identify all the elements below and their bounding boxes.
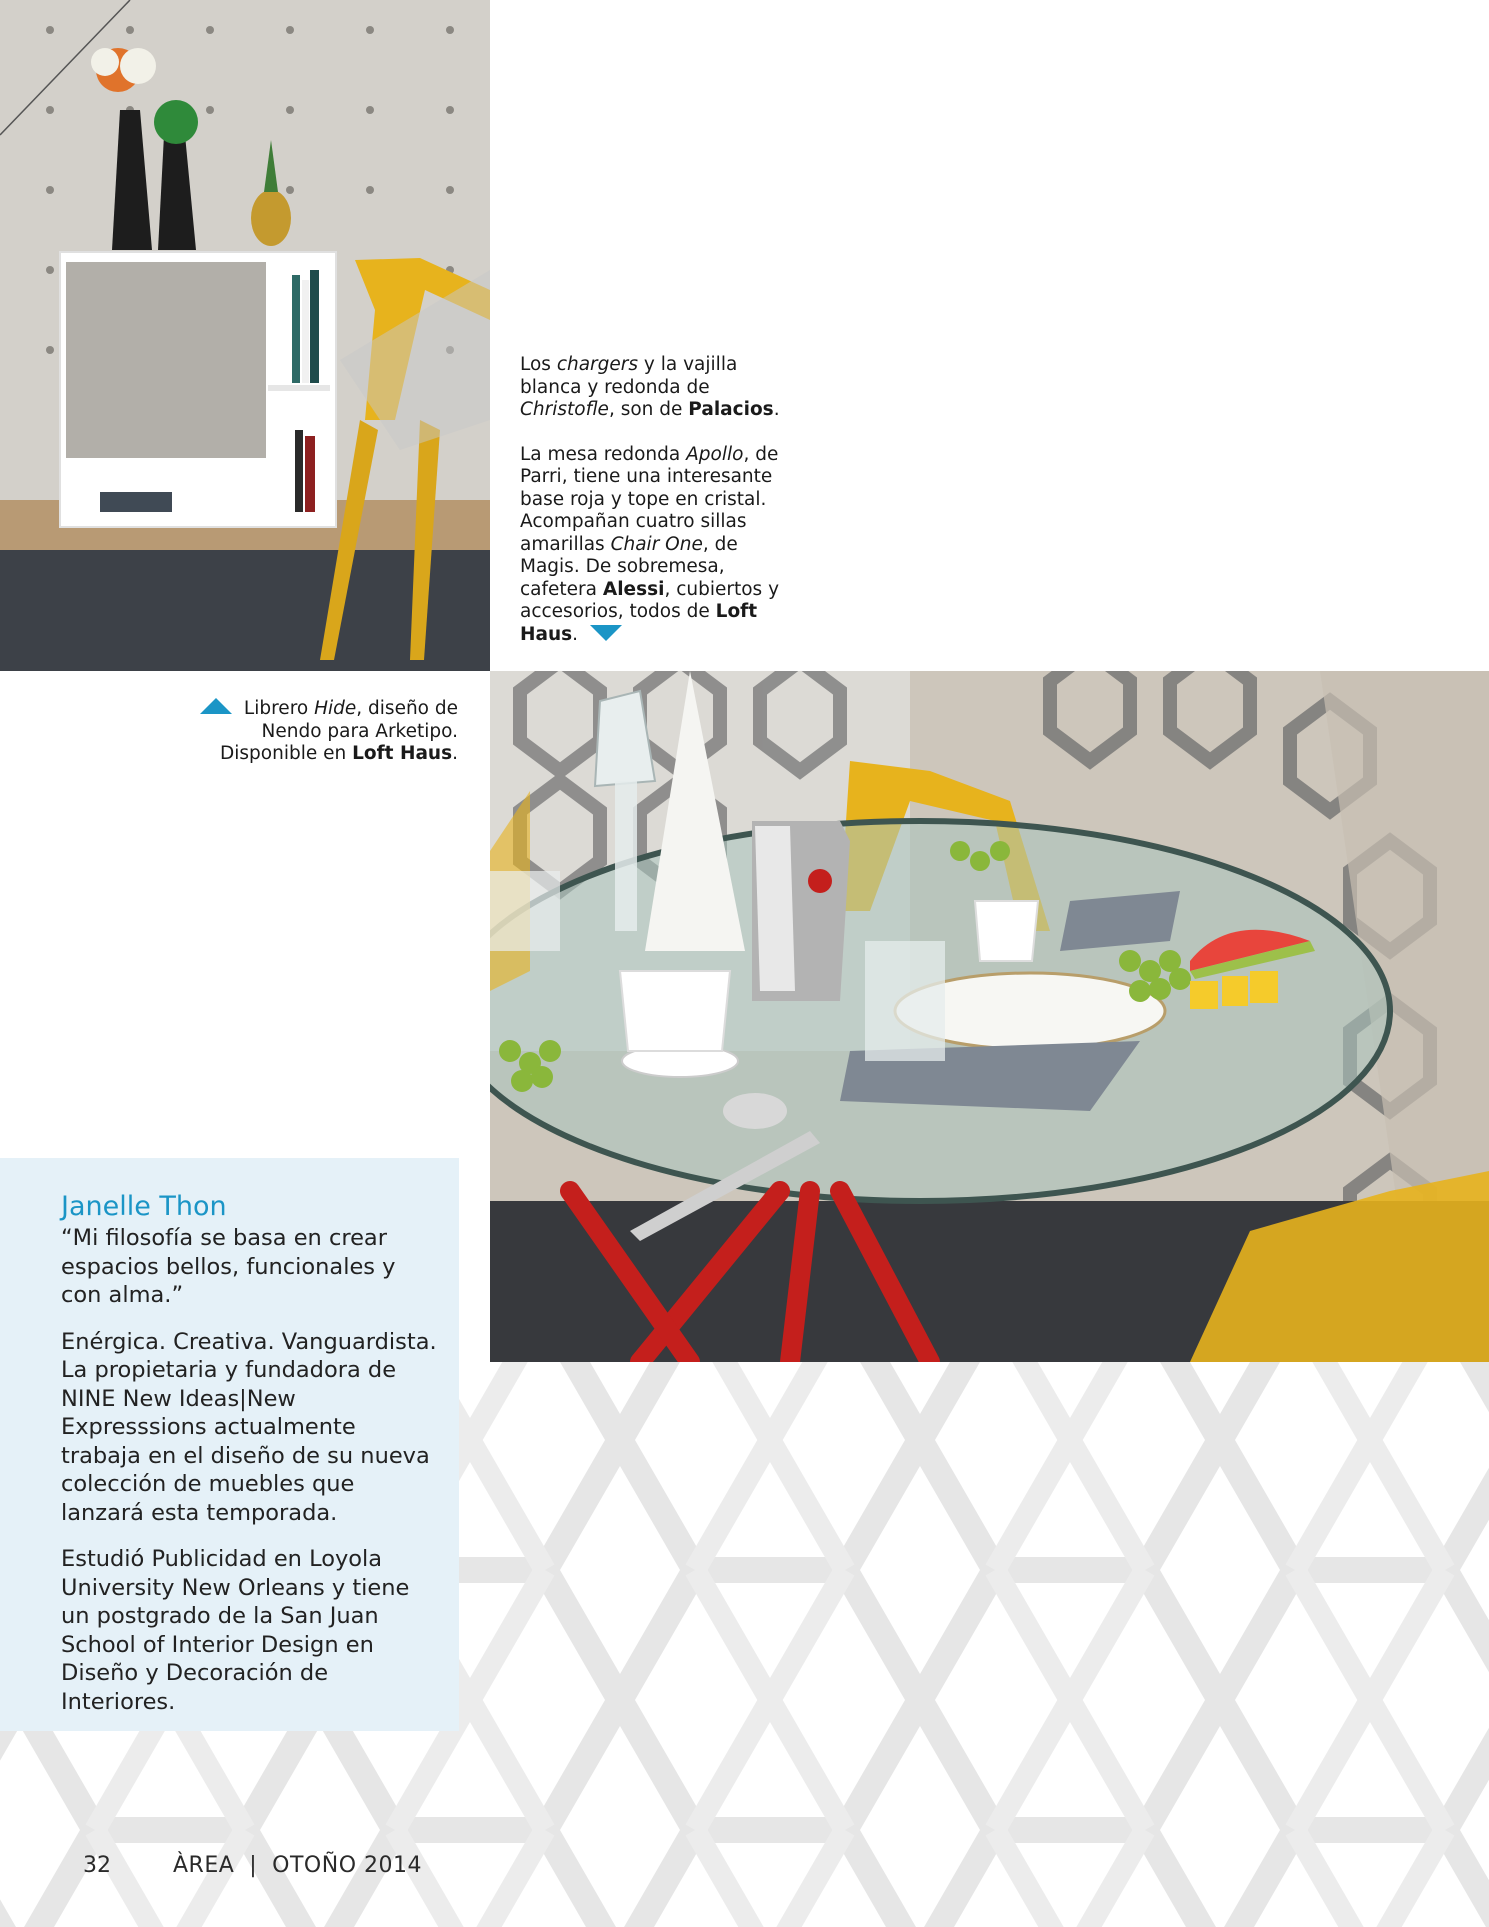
shelf-photo <box>0 0 490 671</box>
shelf-caption-paragraph: Librero Hide, diseño de Nendo para Arketipo. Disponible en Loft Haus. <box>190 698 458 766</box>
pointer-up-icon <box>200 698 232 714</box>
designer-profile-box <box>0 1158 459 1731</box>
page-number: 32 <box>83 1853 111 1878</box>
table-caption-paragraph-1: Los chargers y la vajilla blanca y redonda de Christofle, son de Palacios. <box>520 354 780 420</box>
dining-table-photo <box>490 671 1489 1362</box>
table-caption-paragraph-2: La mesa redonda Apollo, de Parri, tiene una interesante base roja y tope en cristal. Acompañan cuatro sillas amarillas Chair One, de Magis. De sobremesa, cafetera Alessi, cubiertos y accesorios, todos de Loft Haus. <box>520 443 780 645</box>
designer-quote: “Mi filosofía se basa en crear espacios bellos, funcionales y con alma.” <box>61 1225 396 1308</box>
designer-bio-2: Estudió Publicidad en Loyola University New Orleans y tiene un postgrado de la San Juan School of Interior Design en Diseño y Decoración de Interiores. <box>61 1546 410 1715</box>
magazine-issue: ÀREA | OTOÑO 2014 <box>173 1853 422 1878</box>
designer-name: Janelle Thon <box>61 1191 227 1222</box>
shelf-caption <box>190 698 458 766</box>
designer-bio-1: Enérgica. Creativa. Vanguardista. La propietaria y fundadora de NINE New Ideas|New Expresssions actualmente trabaja en el diseño de su nueva colección de muebles que lanzará esta temporada. <box>61 1328 437 1526</box>
pointer-down-icon <box>590 625 622 641</box>
table-caption <box>520 354 790 646</box>
